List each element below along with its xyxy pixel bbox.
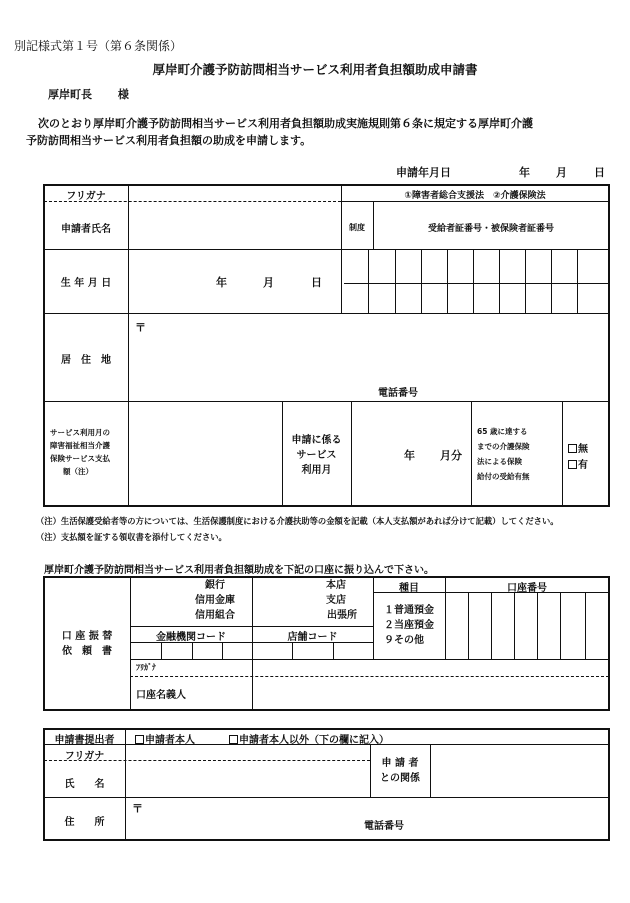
account-transfer-label: 口 座 振 替 依 頼 書 xyxy=(61,631,113,657)
address-label: 居 住 地 xyxy=(61,355,111,366)
submitter-label: 申請書提出者 xyxy=(54,735,115,746)
branch-types: 本店 支店 出張所 xyxy=(326,580,357,621)
furigana-label: フリガナ xyxy=(66,191,106,202)
service-month-unit: 月分 xyxy=(440,449,462,462)
note-2: （注）支払額を証する領収書を添付してください。 xyxy=(36,532,227,542)
form-number: 別記様式第１号（第６条関係） xyxy=(14,39,183,53)
submitter-phone-label: 電話番号 xyxy=(364,821,404,832)
note-1: （注）生活保護受給者等の方については、生活保護制度における介護扶助等の金額を記載（本人支払額があれば分けて記載）してください。 xyxy=(36,516,559,526)
application-day-label: 日 xyxy=(594,166,605,179)
submitter-name-label: 氏 名 xyxy=(64,779,105,790)
phone-label: 電話番号 xyxy=(378,388,418,399)
application-date-label: 申請年月日 xyxy=(396,166,451,179)
submitter-address-label: 住 所 xyxy=(64,817,105,828)
system-label: 制度 xyxy=(349,223,365,232)
checkbox-other[interactable] xyxy=(229,735,238,744)
applicant-name-label: 申請者氏名 xyxy=(61,224,111,235)
submitter-postal-mark: 〒 xyxy=(132,802,143,815)
option-yes[interactable]: 有 xyxy=(568,456,588,471)
birthdate-label: 生 年 月 日 xyxy=(60,278,112,289)
service-year-label: 年 xyxy=(404,449,415,462)
account-type-label: 種目 xyxy=(399,583,419,594)
application-year-label: 年 xyxy=(519,166,530,179)
branch-code-label: 店舗コード xyxy=(287,632,338,643)
option-none[interactable]: 無 xyxy=(568,440,588,455)
holder-furigana-label: ﾌﾘｶﾞﾅ xyxy=(136,663,156,672)
birth-day-label: 日 xyxy=(311,276,322,289)
bank-types: 銀行 信用金庫 信用組合 xyxy=(195,580,235,621)
account-number-label: 口座番号 xyxy=(507,583,547,594)
option-self[interactable]: 申請者本人 xyxy=(135,731,195,746)
account-types: １普通預金 ２当座預金 ９その他 xyxy=(384,605,434,646)
checkbox-self[interactable] xyxy=(135,735,144,744)
relation-label: 申 請 者 との関係 xyxy=(380,758,420,784)
page-title: 厚岸町介護予防訪問相当サービス利用者負担額助成申請書 xyxy=(152,62,478,77)
addressee: 厚岸町長 様 xyxy=(48,88,129,101)
institution-code-label: 金融機関コード xyxy=(156,632,226,643)
certificate-label: 受給者証番号・被保険者証番号 xyxy=(427,224,554,234)
intro-line-1: 次のとおり厚岸町介護予防訪問相当サービス利用者負担額助成実施規則第６条に規定する厚岸町介護 xyxy=(38,117,533,130)
application-month-label: 月 xyxy=(556,166,567,179)
account-holder-label: 口座名義人 xyxy=(136,690,186,701)
law-options: ①障害者総合支援法 ②介護保険法 xyxy=(404,191,546,201)
service-month-label: 申請に係る サービス 利用月 xyxy=(291,435,342,476)
option-other[interactable]: 申請者本人以外（下の欄に記入） xyxy=(229,731,389,746)
checkbox-none[interactable] xyxy=(568,444,577,453)
birth-month-label: 月 xyxy=(263,276,274,289)
benefit-received-label: 65 歳に達する までの介護保険 法による保険 給付の受給有無 xyxy=(477,427,530,481)
service-cost-label: サービス利用月の 障害福祉相当介護 保険サービス支払 額（注） xyxy=(50,428,110,476)
intro-line-2: 予防訪問相当サービス利用者負担額の助成を申請します。 xyxy=(26,134,312,147)
checkbox-yes[interactable] xyxy=(568,460,577,469)
postal-mark: 〒 xyxy=(135,321,146,334)
birth-year-label: 年 xyxy=(216,276,227,289)
submitter-furigana-label: フリガナ xyxy=(64,751,105,762)
bank-heading: 厚岸町介護予防訪問相当サービス利用者負担額助成を下記の口座に振り込んで下さい。 xyxy=(44,565,434,576)
